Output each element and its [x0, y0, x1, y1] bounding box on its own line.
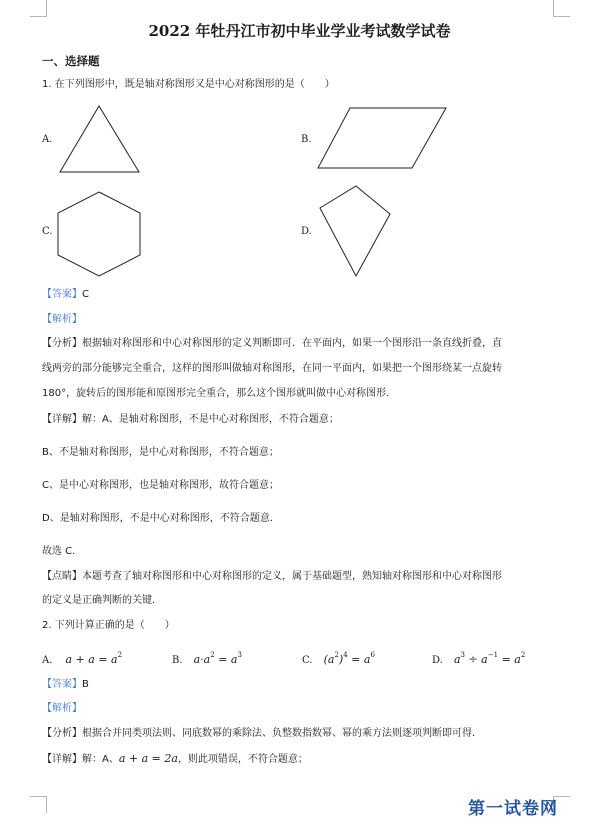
- q2-option-d-mid: ÷ a: [464, 653, 488, 666]
- q2-option-c-rhs: = a: [347, 653, 371, 666]
- kite-figure: [318, 184, 392, 278]
- q1-option-c-label: C.: [42, 226, 53, 237]
- q1-detail-b: B、不是轴对称图形，是中心对称图形，不符合题意；: [42, 447, 279, 458]
- q2-stem: 2. 下列计算正确的是（ ）: [42, 620, 175, 631]
- parallelogram-figure: [316, 106, 448, 170]
- q1-answer: [42, 288, 89, 302]
- q2-option-d-exp3: 2: [520, 651, 526, 659]
- q2-answer: [42, 678, 89, 692]
- q2-fenxi: 【分析】根据合并同类项法则、同底数幂的乘除法、负整数指数幂、幂的乘方法则逐项判断即可得．: [42, 728, 482, 739]
- q2-option-a-expr: a + a = a: [65, 653, 118, 666]
- q2-option-b: [172, 648, 242, 667]
- q2-option-d-rhs: = a: [498, 653, 521, 666]
- q2-option-d-exp1: 3: [460, 651, 465, 659]
- q2-detail-prefix: 【详解】解：A、: [42, 754, 119, 765]
- q1-option-b-label: B.: [301, 134, 312, 145]
- hexagon-figure: [56, 190, 142, 278]
- q1-detail-c: C、是中心对称图形，也是轴对称图形，故符合题意；: [42, 480, 279, 491]
- q2-option-c: [302, 648, 375, 667]
- q1-fenxi-line-2: 线两旁的部分能够完全重合，这样的图形叫做轴对称图形，在同一平面内，如果把一个图形绕某一点旋转: [42, 363, 502, 374]
- q2-analysis-tag: 【解析】: [42, 703, 82, 714]
- q1-comment-line-2: 的定义是正确判断的关键．: [42, 595, 162, 606]
- q2-option-b-rhs: = a: [214, 653, 238, 666]
- q1-fenxi-line-3: 180°，旋转后的图形能和原图形完全重合，那么这个图形就叫做中心对称图形．: [42, 388, 397, 399]
- q1-detail-a: 【详解】解：A、是轴对称图形，不是中心对称图形，不符合题意；: [42, 414, 339, 425]
- q2-option-a-label: A.: [42, 655, 53, 666]
- q2-answer-tag: 【答案】: [42, 679, 82, 690]
- q2-option-d: [432, 648, 525, 667]
- q1-detail-d: D、是轴对称图形，不是中心对称图形，不符合题意．: [42, 513, 280, 524]
- q2-option-b-exp1: 2: [210, 651, 215, 659]
- q1-analysis-tag: 【解析】: [42, 314, 82, 325]
- q2-option-a-exp: 2: [117, 651, 123, 659]
- q2-detail-a: [42, 752, 308, 767]
- q1-option-a-label: A.: [42, 134, 53, 145]
- q1-fenxi-line-1: 【分析】根据轴对称图形和中心对称图形的定义判断即可．在平面内，如果一个图形沿一条直线折叠，直: [42, 338, 502, 349]
- q2-detail-math: a + a = 2a: [118, 752, 178, 765]
- q1-answer-value: C: [82, 289, 89, 300]
- site-logo: 第一试卷网: [468, 799, 558, 819]
- q2-option-c-paren: ): [338, 653, 344, 666]
- q2-option-b-expr: a·a: [193, 653, 211, 666]
- triangle-figure: [58, 104, 142, 174]
- q1-conclusion: 故选 C.: [42, 546, 76, 557]
- page-title: 2022 年牡丹江市初中毕业学业考试数学试卷: [148, 22, 451, 40]
- q2-detail-suffix: ，则此项错误，不符合题意；: [177, 754, 308, 765]
- q2-option-b-exp2: 3: [237, 651, 242, 659]
- q2-answer-value: B: [82, 679, 89, 690]
- q2-option-a: [42, 648, 122, 667]
- q2-option-b-label: B.: [172, 655, 183, 666]
- crop-mark-top-right: [553, 0, 570, 17]
- q2-option-c-exp1: 2: [334, 651, 339, 659]
- q2-option-c-exp2: 4: [343, 651, 348, 659]
- q2-option-c-expr: (a: [323, 653, 335, 666]
- q2-option-c-label: C.: [302, 655, 313, 666]
- q2-option-d-expr: a: [453, 653, 461, 666]
- section-heading: 一、选择题: [42, 54, 100, 68]
- q1-answer-tag: 【答案】: [42, 289, 82, 300]
- q2-option-d-exp2: −1: [487, 651, 499, 659]
- q1-stem: 1. 在下列图形中，既是轴对称图形又是中心对称图形的是（ ）: [42, 79, 335, 90]
- crop-mark-top-left: [30, 0, 47, 17]
- q2-option-d-label: D.: [432, 655, 443, 666]
- q1-comment-line-1: 【点睛】本题考查了轴对称图形和中心对称图形的定义，属于基础题型，熟知轴对称图形和中心对称图形: [42, 571, 502, 582]
- q2-option-c-exp3: 6: [370, 651, 375, 659]
- q1-option-d-label: D.: [301, 226, 312, 237]
- crop-mark-bottom-left: [30, 796, 47, 813]
